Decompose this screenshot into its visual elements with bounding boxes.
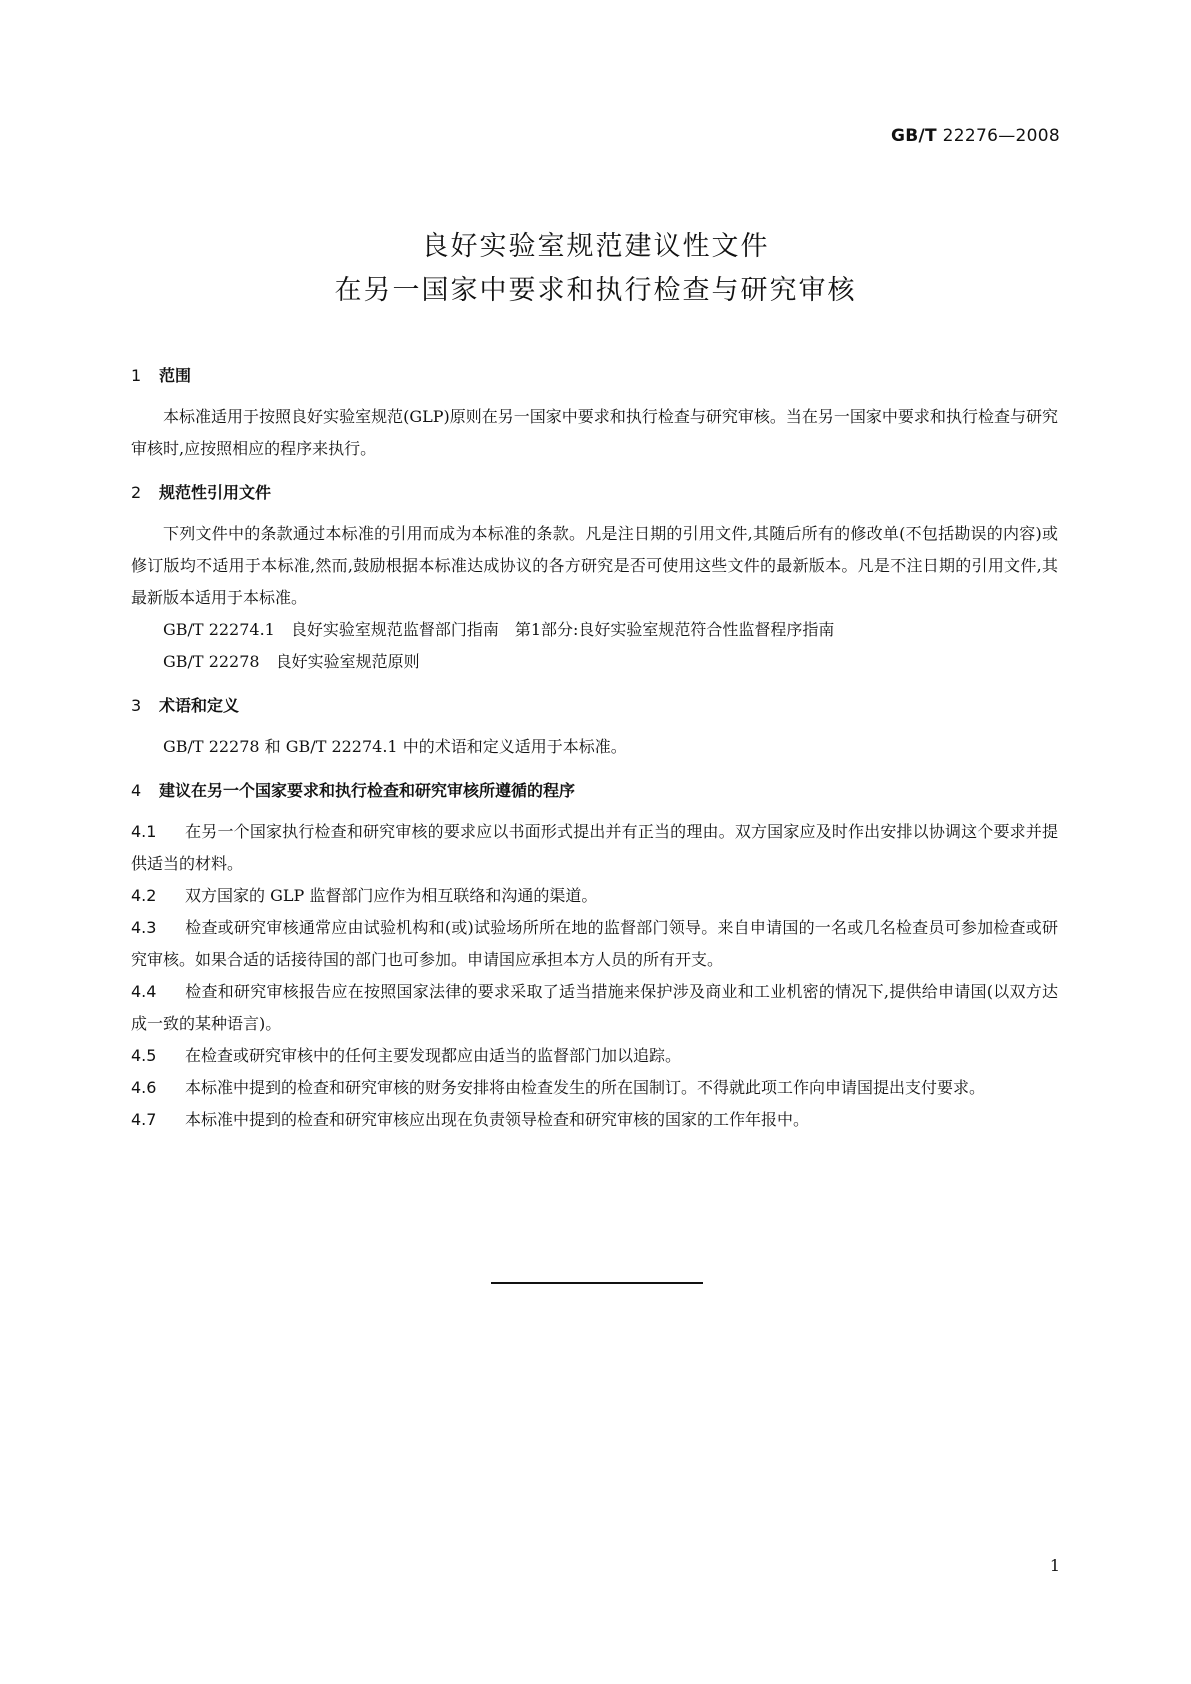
document-title-line-1: 良好实验室规范建议性文件: [421, 231, 770, 262]
standard-code: [891, 126, 1060, 146]
section-4-items: [131, 816, 1058, 1136]
section-4-heading: [131, 781, 1058, 801]
clause-number: 4.2: [131, 886, 157, 905]
section-number: 1: [131, 366, 142, 385]
section-number: 4: [131, 781, 142, 800]
standard-number: 22276—2008: [942, 126, 1060, 146]
section-2-heading: [131, 483, 1058, 503]
clause-number: 4.3: [131, 918, 157, 937]
standard-prefix: GB/T: [891, 126, 937, 146]
clause-text: 检查和研究审核报告应在按照国家法律的要求采取了适当措施来保护涉及商业和工业机密的情况下,提供给申请国(以双方达成一致的某种语言)。: [131, 982, 1058, 1033]
clause-number: 4.1: [131, 822, 157, 841]
clause-item: [131, 1104, 1058, 1136]
document-body: [131, 366, 1058, 1136]
page-number: 1: [1049, 1556, 1060, 1575]
clause-item: [131, 816, 1058, 880]
end-of-document-rule: [491, 1282, 703, 1284]
normative-reference-1: GB/T 22274.1 良好实验室规范监督部门指南 第1部分:良好实验室规范符合性监督程序指南: [163, 620, 835, 639]
clause-item: [131, 912, 1058, 976]
section-title: 建议在另一个国家要求和执行检查和研究审核所遵循的程序: [159, 781, 576, 800]
clause-text: 本标准中提到的检查和研究审核应出现在负责领导检查和研究审核的国家的工作年报中。: [185, 1110, 810, 1129]
section-title: 术语和定义: [159, 696, 240, 715]
clause-number: 4.4: [131, 982, 157, 1001]
clause-text: 在另一个国家执行检查和研究审核的要求应以书面形式提出并有正当的理由。双方国家应及时作出安排以协调这个要求并提供适当的材料。: [131, 822, 1058, 873]
section-3-paragraph: GB/T 22278 和 GB/T 22274.1 中的术语和定义适用于本标准。: [163, 737, 627, 756]
section-1-heading: [131, 366, 1058, 386]
clause-item: [131, 1040, 1058, 1072]
clause-text: 双方国家的 GLP 监督部门应作为相互联络和沟通的渠道。: [185, 886, 598, 905]
section-number: 3: [131, 696, 142, 715]
section-3-heading: [131, 696, 1058, 716]
clause-number: 4.5: [131, 1046, 157, 1065]
section-title: 规范性引用文件: [159, 483, 272, 502]
section-number: 2: [131, 483, 142, 502]
clause-item: [131, 1072, 1058, 1104]
clause-text: 本标准中提到的检查和研究审核的财务安排将由检查发生的所在国制订。不得就此项工作向申请国提出支付要求。: [185, 1078, 986, 1097]
section-1-paragraph: 本标准适用于按照良好实验室规范(GLP)原则在另一国家中要求和执行检查与研究审核。当在另一国家中要求和执行检查与研究审核时,应按照相应的程序来执行。: [131, 407, 1058, 458]
document-title-line-2: 在另一国家中要求和执行检查与研究审核: [334, 275, 857, 306]
clause-item: [131, 976, 1058, 1040]
clause-text: 检查或研究审核通常应由试验机构和(或)试验场所所在地的监督部门领导。来自申请国的一名或几名检查员可参加检查或研究审核。如果合适的话接待国的部门也可参加。申请国应承担本方人员的所有开支。: [131, 918, 1058, 969]
section-2-paragraph: 下列文件中的条款通过本标准的引用而成为本标准的条款。凡是注日期的引用文件,其随后所有的修改单(不包括勘误的内容)或修订版均不适用于本标准,然而,鼓励根据本标准达成协议的各方研究是否可使用这些文件的最新版本。凡是不注日期的引用文件,其最新版本适用于本标准。: [131, 524, 1058, 607]
clause-number: 4.6: [131, 1078, 157, 1097]
normative-reference-2: GB/T 22278 良好实验室规范原则: [163, 652, 420, 671]
clause-text: 在检查或研究审核中的任何主要发现都应由适当的监督部门加以追踪。: [185, 1046, 682, 1065]
section-title: 范围: [159, 366, 192, 385]
clause-item: [131, 880, 1058, 912]
clause-number: 4.7: [131, 1110, 157, 1129]
